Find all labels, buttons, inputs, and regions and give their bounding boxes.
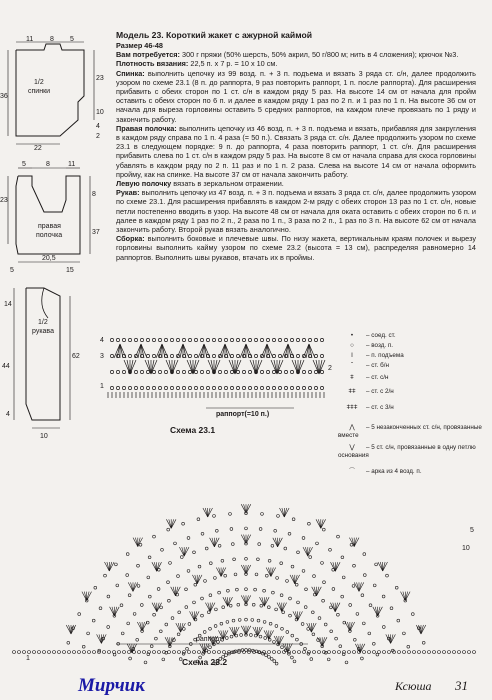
front-label-1: правая bbox=[38, 223, 61, 230]
para-left-front: Левую полочку вязать в зеркальном отражении. bbox=[116, 179, 284, 189]
page-number: 31 bbox=[455, 678, 468, 693]
scheme1-rapport: раппорт(=10 п.) bbox=[216, 411, 270, 418]
page-title: Модель 23. Короткий жакет с ажурной каймой bbox=[116, 30, 312, 40]
size-label: Размер 46-48 bbox=[116, 41, 163, 50]
legend-item: • – соед. ст. bbox=[350, 332, 396, 339]
legend-item: I – п. подъема bbox=[351, 352, 404, 359]
scheme-23-1-chart bbox=[98, 330, 338, 438]
front-label-2: полочка bbox=[36, 232, 63, 239]
front-dim-top2: 8 bbox=[46, 161, 50, 168]
scheme1-caption: Схема 23.1 bbox=[170, 425, 216, 435]
legend-item: ǂǂǂ – ст. с 3/н bbox=[346, 404, 394, 411]
back-dim-top3: 5 bbox=[70, 36, 74, 43]
scheme-23-2-chart bbox=[0, 438, 492, 670]
back-label-1: 1/2 bbox=[34, 79, 44, 86]
back-dim-top2: 8 bbox=[50, 36, 54, 43]
sleeve-dim-left: 44 bbox=[2, 363, 10, 370]
para-sleeve: Рукав: выполнить цепочку из 47 возд. п. + 3 п. подъема и вязать 3 ряда ст. с/н, далее продолжить узором по схеме 23.1. Для расширения прибавлять в каждом 2-м ряду с обеих сторон 13 раз по 1 ст. с/н, новые петли постепенно вводить в узор. На высоте 48 см от начала для оката оставить с обеих сторон по 6 п. и далее в каждом ряду 1 раз по 2 п., 2 раза по 1 п., 3 раза по 2 п., 1 раз по 3 п. На высоте 62 см от начала закончить работу. Второй рукав вязать аналогично. bbox=[116, 188, 476, 235]
para-right-front: Правая полочка: выполнить цепочку из 46 возд. п. + 3 п. подъема и вязать, прибавляя для закругления в каждом ряду справа по 1 п. 4 раза (= 50 п.). Связать 3 ряда ст. с/н. Далее продолжить узором по схеме 23.1 в следующем порядке: 9 п. до раппорта, 4 раза повторить раппорт, 1 ст. с/н. Для расширения прибавить слева по 1 ст. с/н в каждом ряду 5 раз. На высоте 8 см от начала справа для скоса горловины убавлять в каждом ряду по 2 п. 11 раз и по 1 п. 2 раза. Слева на высоте 14 см от начала оформить пройму, как на спинке. На высоте 37 см от начала закончить работу. bbox=[116, 123, 476, 179]
scheme1-row-4: 4 bbox=[100, 337, 104, 344]
front-dim-bottom2: 15 bbox=[66, 267, 74, 274]
back-schematic bbox=[0, 32, 112, 152]
front-dim-bottom3: 5 bbox=[10, 267, 14, 274]
para-gauge: Плотность вязания: 22,5 п. х 7 р. = 10 х 10 см. bbox=[116, 59, 278, 69]
legend-item: ⋀ – 5 незаконченных ст. с/н, провязанные вместе bbox=[338, 424, 482, 439]
sleeve-label-1: 1/2 bbox=[38, 319, 48, 326]
legend-item: ǂ – ст. с/н bbox=[350, 374, 389, 381]
magazine-name: Ксюша bbox=[395, 679, 432, 693]
scheme1-row-3: 3 bbox=[100, 353, 104, 360]
back-dim-right2: 10 bbox=[96, 109, 104, 116]
instructions bbox=[116, 30, 476, 262]
front-dim-right2: 37 bbox=[92, 229, 100, 236]
back-dim-right1: 23 bbox=[96, 75, 104, 82]
scheme1-row-1: 1 bbox=[100, 383, 104, 390]
sleeve-dim-bottom: 10 bbox=[40, 433, 48, 440]
back-dim-left: 36 bbox=[0, 93, 8, 100]
sleeve-label-2: рукава bbox=[32, 328, 54, 335]
back-label-2: спинки bbox=[28, 88, 51, 95]
sleeve-dim-leftlow: 4 bbox=[6, 411, 10, 418]
front-schematic bbox=[0, 156, 112, 276]
back-dim-bottom: 22 bbox=[34, 145, 42, 152]
front-dim-top1: 5 bbox=[22, 161, 26, 168]
front-dim-top3: 11 bbox=[68, 161, 76, 168]
legend-item: ⋁ – 5 ст. с/н, провязанные в одну петлю основания bbox=[338, 444, 476, 459]
para-assembly: Сборка: выполнить боковые и плечевые швы. По низу жакета, вертикальным краям полочек и вырезу горловины выполнить кайму узором по схеме 23.2 (высота = 13 см), распределяя равномерно 14 раппортов. Выполнить швы рукавов, втачать их в проймы. bbox=[116, 234, 476, 262]
legend-item: ˆ – ст. б/н bbox=[350, 362, 389, 369]
sleeve-schematic bbox=[4, 280, 112, 440]
legend-item: ǂǂ – ст. с 2/н bbox=[348, 388, 394, 395]
para-back: Спинка: выполнить цепочку из 99 возд. п. + 3 п. подъема и вязать 3 ряда ст. с/н, далее продолжить узором по схеме 23.1 (8 п. до раппорта, 9 раз повторить раппорт, 1 п. после раппорта). Для расширения прибавить с обеих сторон по 1 ст. с/н в каждом ряду 5 раз. На высоте 14 см от начала для пройм оставить с обеих сторон по 6 п. и далее в каждом ряду 1 раз по 2 п. и 1 раз по 1 п. На высоте 36 см от начала для выреза горловины оставить 5 средних раппортов, на каждом плече провязать по 1 ряду и закончить работу. bbox=[116, 68, 476, 124]
scheme2-row-10: 10 bbox=[462, 545, 470, 552]
legend-item: ○ – возд. п. bbox=[350, 342, 394, 349]
sleeve-dim-right: 62 bbox=[72, 353, 80, 360]
front-dim-left: 23 bbox=[0, 197, 8, 204]
back-dim-top1: 11 bbox=[26, 36, 34, 43]
back-dim-right4: 2 bbox=[96, 133, 100, 140]
scheme2-row-1: 1 bbox=[26, 655, 30, 662]
sleeve-dim-top: 14 bbox=[4, 301, 12, 308]
para-materials: Вам потребуется: 300 г пряжи (50% шерсть, 50% акрил, 50 г/800 м; нить в 4 сложения); крючок №3. bbox=[116, 50, 459, 60]
signature: Мирчик bbox=[78, 675, 145, 696]
legend-item: ⌒ – арка из 4 возд. п. bbox=[348, 468, 422, 475]
scheme2-caption: Схема 23.2 bbox=[182, 657, 228, 667]
back-dim-right3: 4 bbox=[96, 123, 100, 130]
front-dim-bottom: 20,5 bbox=[42, 255, 56, 262]
scheme2-rapport: раппорт bbox=[196, 636, 223, 643]
scheme2-row-5: 5 bbox=[470, 527, 474, 534]
front-dim-right1: 8 bbox=[92, 191, 96, 198]
scheme1-row-2: 2 bbox=[328, 365, 332, 372]
